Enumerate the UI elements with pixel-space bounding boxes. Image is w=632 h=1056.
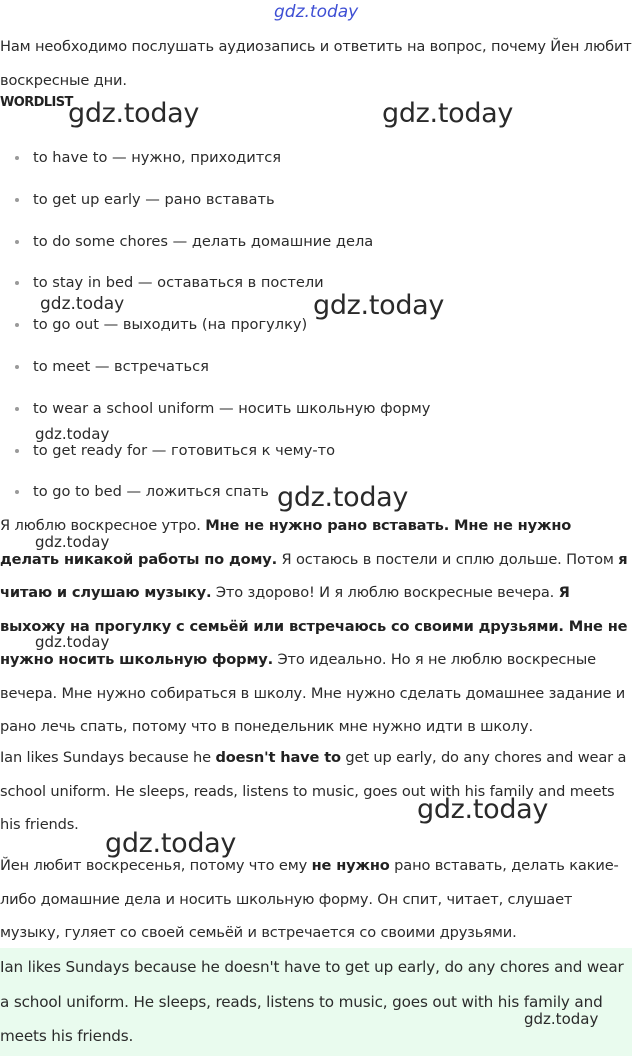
answer-segment: Ian likes Sundays because he bbox=[0, 749, 216, 766]
answer-segment-bold: не нужно bbox=[311, 857, 390, 874]
task-description: Нам необходимо послушать аудиозапись и ответить на вопрос, почему Йен любит воскресные дни. bbox=[0, 38, 632, 89]
watermark: gdz.today bbox=[35, 633, 110, 651]
wordlist-item: to go out — выходить (на прогулку) bbox=[14, 307, 624, 349]
translation-segment-bold: я читаю и слушаю музыку. bbox=[0, 550, 628, 601]
watermark: gdz.today bbox=[105, 828, 237, 859]
wordlist bbox=[14, 140, 624, 516]
watermark: gdz.today bbox=[40, 294, 125, 314]
wordlist-heading: WORDLIST bbox=[0, 95, 73, 110]
wordlist-item: to stay in bed — оставаться в постели bbox=[14, 265, 624, 307]
answer-english bbox=[0, 741, 632, 842]
translation-segment: Я люблю воскресное утро. bbox=[0, 517, 206, 534]
watermark: gdz.today bbox=[277, 482, 409, 513]
answer-segment-bold: doesn't have to bbox=[215, 749, 341, 766]
wordlist-item: to get up early — рано вставать bbox=[14, 182, 624, 224]
translation-segment-bold: Я выхожу на прогулку с семьёй или встречаюсь со своими друзьями. Мне не нужно носить школьную форму. bbox=[0, 584, 628, 668]
watermark-logo[interactable]: gdz.today bbox=[274, 2, 359, 22]
wordlist-item: to have to — нужно, приходится bbox=[14, 140, 624, 182]
wordlist-item: to meet — встречаться bbox=[14, 349, 624, 391]
translation-segment: Это здорово! И я люблю воскресные вечера. bbox=[211, 584, 559, 601]
wordlist-item: to do some chores — делать домашние дела bbox=[14, 224, 624, 266]
translation-segment: Я остаюсь в постели и сплю дольше. Потом bbox=[277, 550, 619, 568]
translation-segment: Это идеально. Но я не люблю воскресные вечера. Мне нужно собираться в школу. Мне нужно сделать домашнее задание и рано лечь спать, потому что в понедельник мне нужно идти в школу. bbox=[0, 651, 626, 735]
watermark: gdz.today bbox=[417, 794, 549, 825]
answer-segment: get up early, do any chores and wear a school uniform. He sleeps, reads, listens to music, goes out with his family and meets his friends. bbox=[0, 749, 627, 833]
wordlist-item: to go to bed — ложиться спать bbox=[14, 474, 624, 516]
watermark: gdz.today bbox=[524, 1010, 599, 1028]
answer-segment: Йен любит воскресенья, потому что ему bbox=[0, 857, 312, 874]
watermark: gdz.today bbox=[35, 533, 110, 551]
answer-segment: рано вставать, делать какие-либо домашние дела и носить школьную форму. Он спит, читает, слушает музыку, гуляет со своей семьёй и встречается со своими друзьями. bbox=[0, 857, 619, 941]
wordlist-item: to wear a school uniform — носить школьную форму bbox=[14, 391, 624, 433]
wordlist-item: to get ready for — готовиться к чему-то bbox=[14, 433, 624, 475]
translation-segment-bold: Мне не нужно рано вставать. Мне не нужно делать никакой работы по дому. bbox=[0, 517, 572, 568]
watermark: gdz.today bbox=[68, 98, 200, 129]
answer-russian bbox=[0, 849, 632, 950]
watermark: gdz.today bbox=[35, 425, 110, 443]
watermark: gdz.today bbox=[313, 290, 445, 321]
final-answer: Ian likes Sundays because he doesn't have to get up early, do any chores and wear a school uniform. He sleeps, reads, listens to music, goes out with his family and meets his friends. bbox=[0, 958, 624, 1045]
watermark: gdz.today bbox=[382, 98, 514, 129]
